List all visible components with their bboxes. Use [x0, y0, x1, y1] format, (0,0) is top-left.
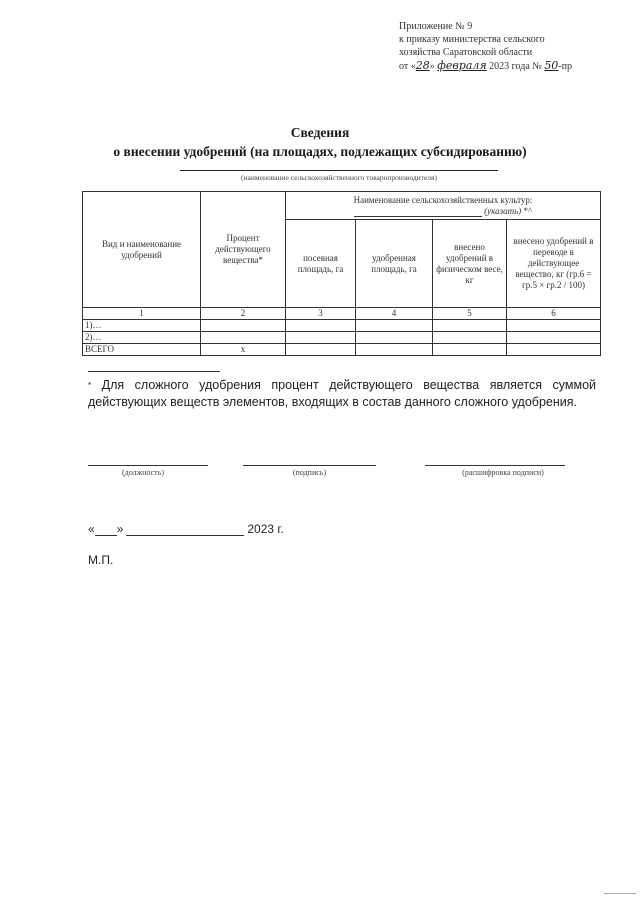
position-caption: (должность) [122, 468, 164, 477]
appendix-date-line [399, 59, 572, 73]
number-suffix: -пр [558, 61, 572, 72]
handwritten-month: февраля [437, 59, 487, 72]
date-line [88, 522, 284, 536]
header-sown-area: посевная площадь, га [286, 220, 356, 308]
header-physical-weight: внесено удобрений в физическом весе, кг [433, 220, 507, 308]
table-cell [433, 332, 507, 344]
fertilizer-table [82, 191, 601, 356]
footnote-text: Для сложного удобрения процент действующего вещества является суммой действующих веществ элементов, входящих в состав данного сложного удобрения. [88, 378, 596, 409]
table-cell [286, 320, 356, 332]
date-prefix: от « [399, 61, 416, 72]
table-row [83, 320, 601, 332]
crops-header-label: Наименование сельскохозяйственных культур: [353, 194, 533, 205]
year-text: 2023 года № [489, 61, 542, 72]
column-numbers-row [83, 308, 601, 320]
open-quote: « [88, 522, 95, 536]
crops-specify: (указать) [484, 205, 522, 216]
row-name: 2)… [83, 332, 201, 344]
close-quote: » [116, 522, 124, 536]
crops-specify-row [288, 206, 598, 217]
table-cell [286, 332, 356, 344]
appendix-header [399, 20, 572, 73]
table-cell [356, 332, 433, 344]
appendix-line-1: Приложение № 9 [399, 21, 473, 32]
crops-marks: *^ [523, 205, 533, 216]
signature-caption: (подпись) [292, 468, 327, 477]
date-mid: » [429, 61, 435, 72]
column-number: 1 [83, 308, 201, 320]
month-blank [126, 525, 244, 536]
org-name-line [180, 170, 498, 171]
table-cell [433, 344, 507, 356]
table-cell [286, 344, 356, 356]
table-cell [356, 320, 433, 332]
footnote-divider [88, 371, 220, 372]
row-name: 1)… [83, 320, 201, 332]
day-blank [95, 525, 117, 536]
column-number: 2 [201, 308, 286, 320]
header-fertilizer-type: Вид и наименование удобрений [83, 192, 201, 308]
decoding-caption: (расшифровка подписи) [462, 468, 544, 477]
year-text: 2023 г. [247, 522, 284, 536]
table-row-total [83, 344, 601, 356]
document-title: Сведения [290, 125, 350, 140]
decoding-line [425, 465, 565, 466]
footnote-mark: * [88, 381, 92, 390]
column-number: 3 [286, 308, 356, 320]
header-fertilized-area: удобренная площадь, га [356, 220, 433, 308]
signature-line [243, 465, 376, 466]
document-subtitle: о внесении удобрений (на площадях, подлежащих субсидированию) [113, 144, 527, 159]
table-cell [433, 320, 507, 332]
column-number: 6 [507, 308, 601, 320]
row-name-total: ВСЕГО [83, 344, 201, 356]
table-cell [507, 344, 601, 356]
appendix-line-2: к приказу министерства сельского [399, 34, 545, 45]
table-cell: x [201, 344, 286, 356]
table-cell [201, 332, 286, 344]
column-number: 4 [356, 308, 433, 320]
header-active-substance: внесено удобрений в переводе в действующее вещество, кг (гр.6 = гр.5 × гр.2 / 100) [507, 220, 601, 308]
handwritten-number: 50 [544, 59, 559, 72]
handwritten-day: 28 [415, 59, 430, 72]
table-cell [507, 332, 601, 344]
table-cell [356, 344, 433, 356]
header-active-percent: Процент действующего вещества* [201, 192, 286, 308]
table-cell [201, 320, 286, 332]
appendix-line-3: хозяйства Саратовской области [399, 47, 533, 58]
stamp-place: М.П. [88, 553, 114, 567]
scan-edge-mark [604, 893, 636, 894]
table-cell [507, 320, 601, 332]
position-line [88, 465, 208, 466]
header-crops [286, 192, 601, 220]
footnote [88, 377, 596, 411]
crops-fill-line [354, 207, 482, 217]
column-number: 5 [433, 308, 507, 320]
table-row [83, 332, 601, 344]
org-name-caption: (наименование сельскохозяйственного товаропроизводителя) [241, 173, 437, 182]
